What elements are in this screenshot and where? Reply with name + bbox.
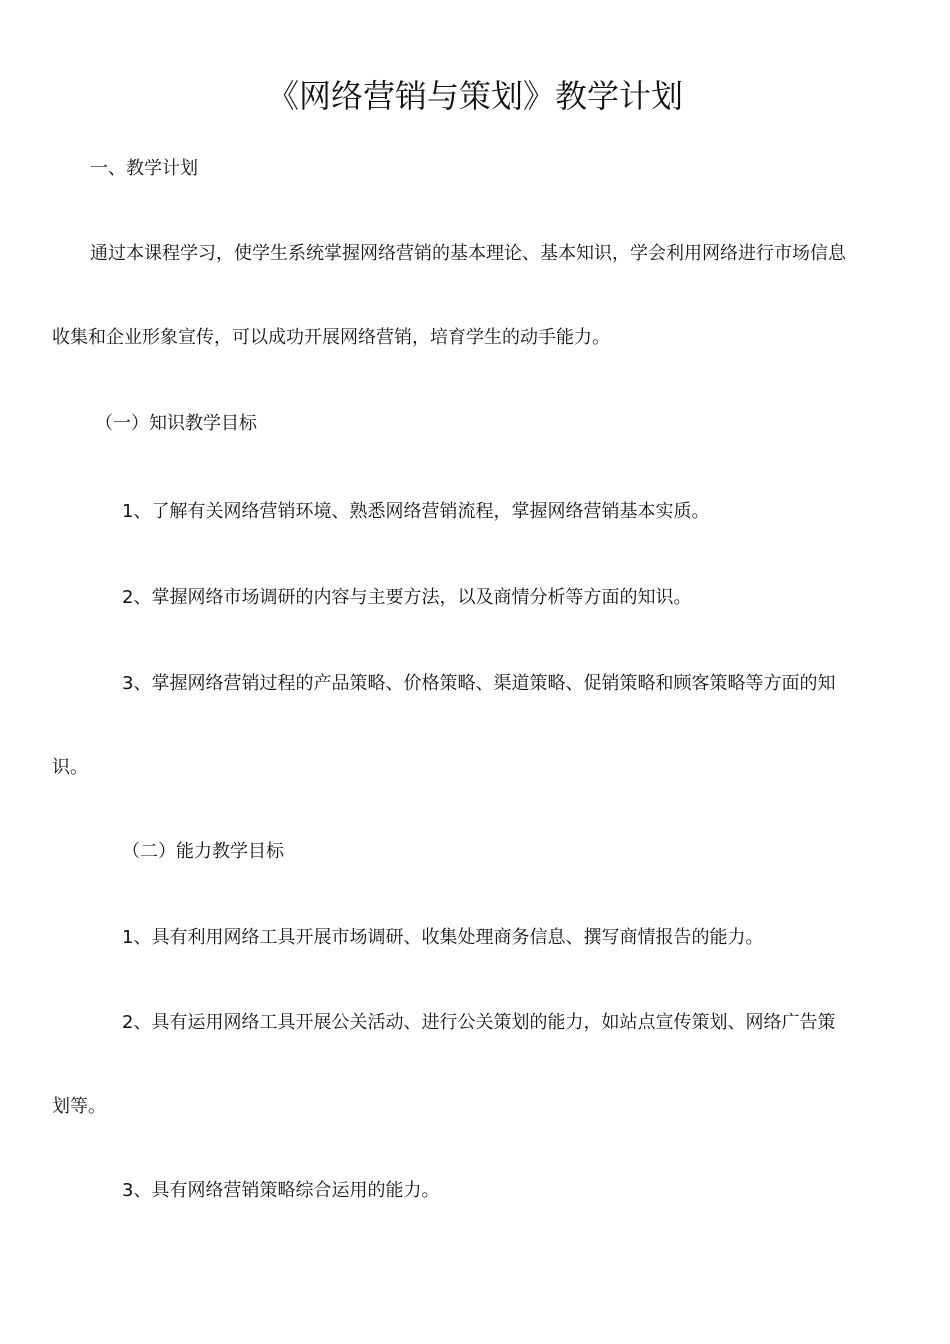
intro-paragraph-line-2: 收集和企业形象宣传，可以成功开展网络营销，培育学生的动手能力。 — [52, 327, 610, 348]
ability-objective-item-3: 3、具有网络营销策略综合运用的能力。 — [122, 1180, 440, 1201]
document-title: 《网络营销与策划》教学计划 — [266, 77, 683, 115]
ability-objective-item-2-line-2: 划等。 — [52, 1096, 106, 1117]
knowledge-objective-item-1: 1、了解有关网络营销环境、熟悉网络营销流程，掌握网络营销基本实质。 — [122, 501, 710, 522]
knowledge-objective-item-3-line-2: 识。 — [52, 757, 88, 778]
knowledge-objectives-heading: （一）知识教学目标 — [95, 413, 257, 434]
knowledge-objective-item-2: 2、掌握网络市场调研的内容与主要方法，以及商情分析等方面的知识。 — [122, 587, 692, 608]
ability-objective-item-1: 1、具有利用网络工具开展市场调研、收集处理商务信息、撰写商情报告的能力。 — [122, 927, 764, 948]
ability-objectives-heading: （二）能力教学目标 — [122, 841, 284, 862]
section-heading-teaching-plan: 一、教学计划 — [90, 158, 198, 179]
knowledge-objective-item-3-line-1: 3、掌握网络营销过程的产品策略、价格策略、渠道策略、促销策略和顾客策略等方面的知 — [122, 673, 836, 694]
intro-paragraph-line-1: 通过本课程学习，使学生系统掌握网络营销的基本理论、基本知识，学会利用网络进行市场信息 — [90, 243, 846, 264]
ability-objective-item-2-line-1: 2、具有运用网络工具开展公关活动、进行公关策划的能力，如站点宣传策划、网络广告策 — [122, 1012, 836, 1033]
